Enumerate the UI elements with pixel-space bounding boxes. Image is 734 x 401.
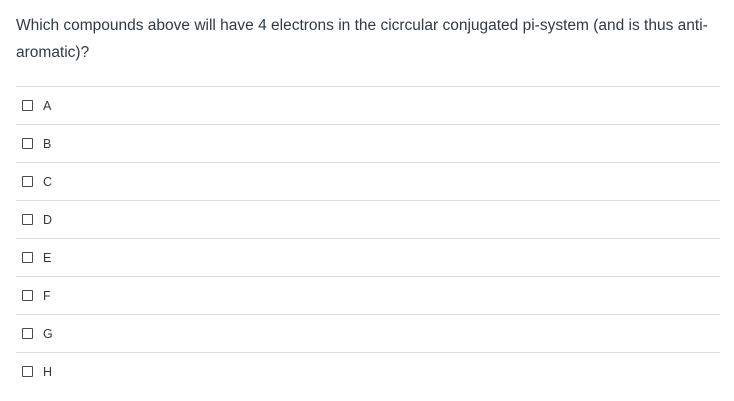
answer-option-c[interactable]: [16, 162, 720, 200]
answer-label-g[interactable]: G: [43, 326, 53, 341]
answer-option-a[interactable]: [16, 86, 720, 124]
checkbox-c[interactable]: [22, 176, 33, 187]
answer-label-a[interactable]: A: [43, 98, 52, 113]
checkbox-h[interactable]: [22, 366, 33, 377]
checkbox-f[interactable]: [22, 290, 33, 301]
answer-label-c[interactable]: C: [43, 174, 53, 189]
answer-option-e[interactable]: [16, 238, 720, 276]
answer-option-g[interactable]: [16, 314, 720, 352]
answer-option-f[interactable]: [16, 276, 720, 314]
checkbox-d[interactable]: [22, 214, 33, 225]
question-text: Which compounds above will have 4 electrons in the cicrcular conjugated pi-system (and is thus anti-aromatic)?: [16, 17, 708, 61]
checkbox-a[interactable]: [22, 100, 33, 111]
answer-label-h[interactable]: H: [43, 364, 53, 379]
answer-label-e[interactable]: E: [43, 250, 52, 265]
answer-label-f[interactable]: F: [43, 288, 51, 303]
answer-label-b[interactable]: B: [43, 136, 52, 151]
answer-list: [16, 86, 720, 390]
checkbox-g[interactable]: [22, 328, 33, 339]
answer-option-b[interactable]: [16, 124, 720, 162]
answer-option-h[interactable]: [16, 352, 720, 390]
checkbox-b[interactable]: [22, 138, 33, 149]
checkbox-e[interactable]: [22, 252, 33, 263]
answer-option-d[interactable]: [16, 200, 720, 238]
answer-label-d[interactable]: D: [43, 212, 53, 227]
